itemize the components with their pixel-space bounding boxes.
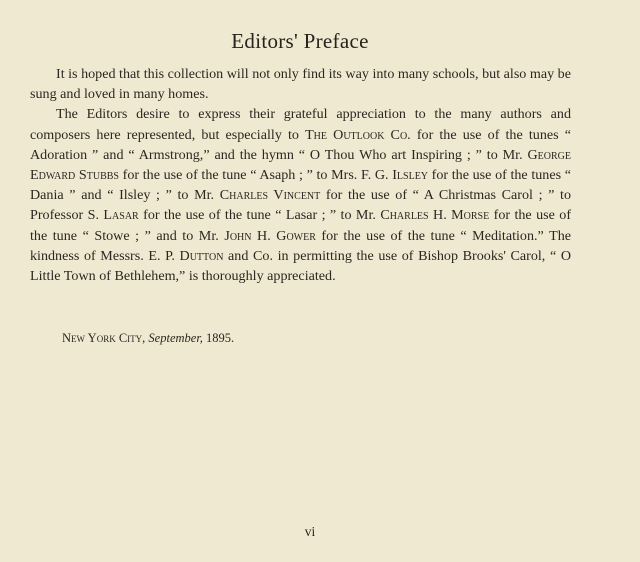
paragraph-intro: It is hoped that this collection will not only find its way into many schools, but also may be sung and loved in many homes. [30, 66, 571, 103]
text-run: The Editors desire to express their grateful appreciation to the many authors and composers here represented, but especially to [30, 106, 571, 143]
paragraph-acknowledgements [30, 104, 571, 286]
name-outlook-co: The Outlook Co. [305, 126, 411, 143]
name-fg-ilsley: F. G. Ilsley [360, 167, 429, 184]
name-s-lasar: S. Lasar [87, 207, 139, 224]
page-number: vi [304, 524, 316, 539]
signoff-year: 1895. [206, 331, 235, 345]
text-run: for the use of the tunes “ Adoration ” and “ Armstrong,” and the hymn “ O Thou Who art Inspiring ; ” to Mr. [30, 126, 571, 163]
name-ep-dutton: E. P. Dutton [148, 247, 224, 264]
signoff-line [62, 331, 234, 346]
text-run: for the use of “ A Christmas Carol ; ” to Professor [30, 187, 572, 224]
text-run: and Co. in permitting the use of Bishop Brooks' Carol, “ O Little Town of Bethlehem,” is thoroughly appreciated. [30, 247, 571, 285]
page-title: Editors' Preface [231, 29, 369, 53]
signoff-place: New York City, [62, 331, 146, 345]
preface-body [30, 64, 571, 286]
text-run: for the use of the tunes “ Dania ” and “ Ilsley ; ” to Mr. [30, 167, 571, 204]
text-run: for the use of the tune “ Asaph ; ” to Mrs. [119, 167, 361, 184]
name-charles-h-morse: Charles H. Morse [380, 207, 490, 224]
name-george-edward-stubbs: George Edward Stubbs [30, 146, 571, 184]
name-charles-vincent: Charles Vincent [219, 187, 321, 204]
text-run: for the use of the tune “ Lasar ; ” to Mr. [138, 207, 381, 224]
text-run: for the use of the tune “ Meditation.” The kindness of Messrs. [30, 227, 571, 264]
text-run: for the use of the tune “ Stowe ; ” and to Mr. [30, 207, 572, 244]
name-john-h-gower: John H. Gower [224, 227, 316, 244]
signoff-date: September, [148, 331, 203, 345]
